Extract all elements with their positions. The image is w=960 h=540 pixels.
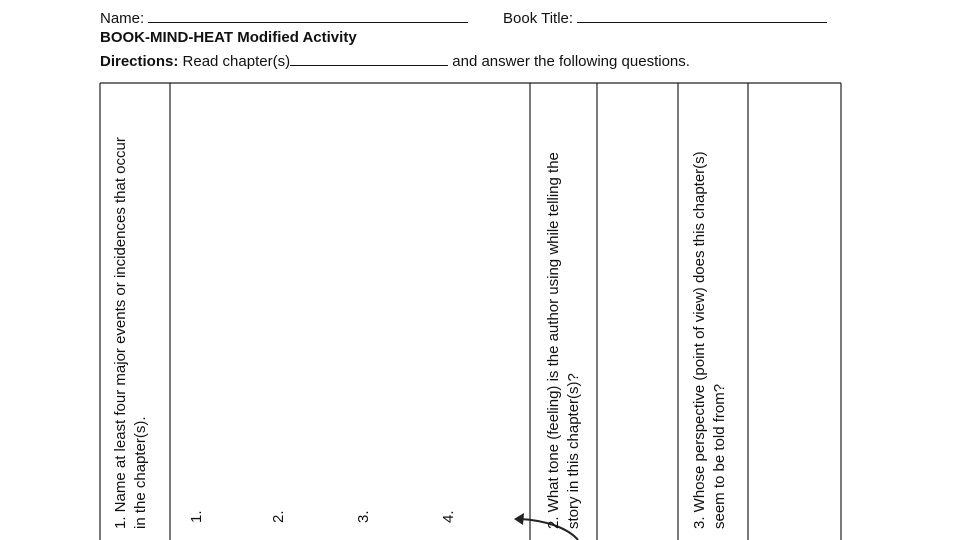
name-label: Name: [100, 10, 145, 27]
question-2-line-1: 2. What tone (feeling) is the author using while telling the [545, 152, 562, 529]
tone-answer-cell[interactable] [598, 84, 677, 540]
directions-text-before: Read chapter(s) [182, 53, 291, 70]
answer-number-2: 2. [270, 510, 287, 523]
answer-number-4: 4. [440, 510, 457, 523]
events-answer-cell[interactable] [171, 84, 529, 540]
question-2-line-2: story in this chapter(s)? [565, 373, 582, 529]
question-1 [111, 137, 151, 529]
question-3 [690, 151, 730, 529]
directions-text-after: and answer the following questions. [452, 53, 690, 70]
perspective-answer-cell[interactable] [749, 84, 840, 540]
answer-number-1: 1. [188, 510, 205, 523]
question-1-line-1: 1. Name at least four major events or incidences that occur [112, 137, 129, 529]
question-3-line-1: 3. Whose perspective (point of view) does this chapter(s) [691, 151, 708, 529]
question-3-line-2: seem to be told from? [711, 383, 728, 529]
book-title-label: Book Title: [503, 10, 574, 27]
directions-label: Directions: [100, 53, 179, 70]
activity-title: BOOK-MIND-HEAT Modified Activity [100, 29, 357, 46]
question-2 [544, 152, 584, 529]
question-1-line-2: in the chapter(s). [132, 416, 149, 529]
answer-number-3: 3. [355, 510, 372, 523]
